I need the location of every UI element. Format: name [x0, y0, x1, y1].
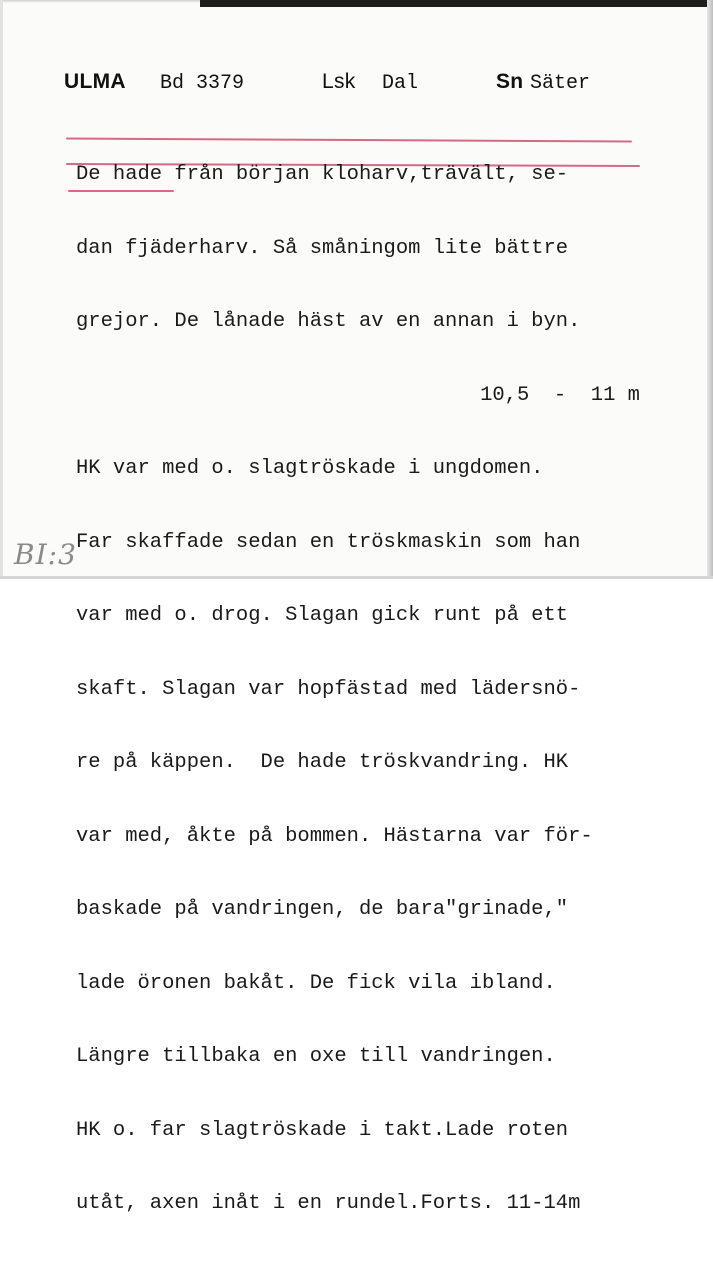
card-left-edge	[0, 0, 3, 579]
text-line: De hade från början kloharv,trävält, se-	[76, 163, 569, 186]
parish-label: Sn	[496, 70, 524, 93]
text-line: grejor. De lånade häst av en annan i byn.	[76, 310, 581, 333]
parish-value: Säter	[530, 72, 591, 95]
text-line: re på käppen. De hade tröskvandring. HK	[76, 751, 569, 774]
handwritten-note: BI:3	[14, 538, 77, 571]
text-line: var med o. drog. Slagan gick runt på ett	[76, 604, 569, 627]
volume-number: Bd 3379	[160, 72, 245, 95]
text-line: dan fjäderharv. Så småningom lite bättre	[76, 236, 569, 260]
archive-name: ULMA	[64, 70, 126, 93]
text-line: utåt, axen inåt i en rundel.Forts. 11-14m	[76, 1192, 581, 1215]
card-body-text	[76, 114, 676, 1266]
card-header	[64, 70, 664, 100]
province-value: Dal	[382, 72, 419, 95]
card-right-edge	[707, 0, 713, 579]
text-line: Längre tillbaka en oxe till vandringen.	[76, 1045, 556, 1068]
card-top-edge	[200, 0, 713, 7]
text-line: HK o. far slagtröskade i takt.Lade roten	[76, 1118, 569, 1142]
text-line: lade öronen bakåt. De fick vila ibland.	[76, 971, 556, 995]
text-line: skaft. Slagan var hopfästad med lädersnö-	[76, 677, 581, 701]
province-label: Lsk	[322, 70, 356, 93]
text-line: var med, åkte på bommen. Hästarna var för-	[76, 824, 593, 848]
text-line: baskade på vandringen, de bara"grinade,"	[76, 898, 569, 921]
text-line: Far skaffade sedan en tröskmaskin som han	[76, 530, 581, 554]
page-reference: 10,5 - 11 m	[480, 383, 640, 407]
text-line: HK var med o. slagtröskade i ungdomen.	[76, 457, 544, 480]
